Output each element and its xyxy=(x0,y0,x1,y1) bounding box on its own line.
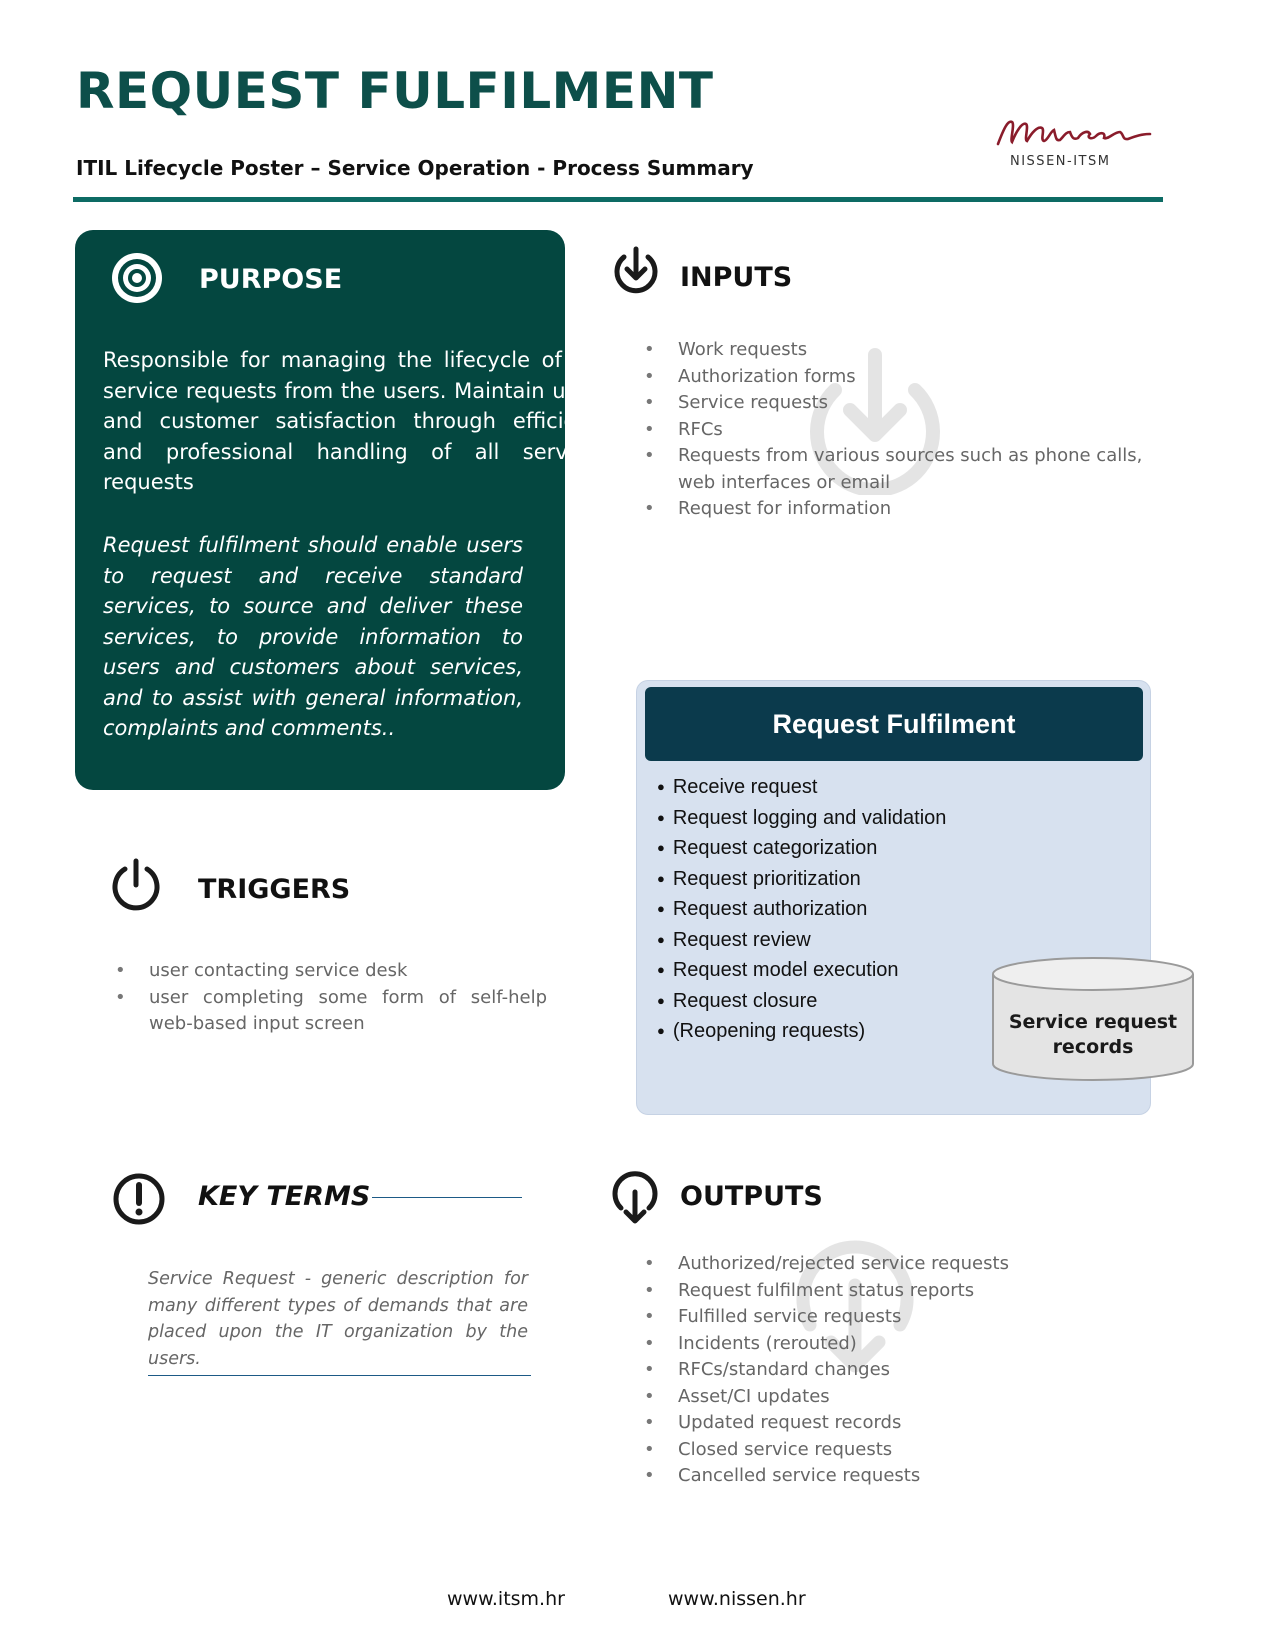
company-logo xyxy=(990,110,1160,170)
list-item: • Authorization forms xyxy=(640,364,1160,391)
outputs-heading: OUTPUTS xyxy=(680,1181,823,1212)
process-heading: Request Fulfilment xyxy=(645,687,1143,761)
process-step: ● Request authorization xyxy=(657,894,946,925)
triggers-list xyxy=(111,958,547,1038)
outputs-list xyxy=(640,1251,1160,1490)
purpose-panel xyxy=(75,230,598,790)
purpose-heading: PURPOSE xyxy=(199,264,343,295)
list-item: • Closed service requests xyxy=(640,1437,1160,1464)
process-step: ● (Reopening requests) xyxy=(657,1016,946,1047)
inputs-list xyxy=(640,337,1160,523)
purpose-description: Responsible for managing the lifecycle of all service requests from the users. Maintain user and customer satisfaction through efficient and professional handling of all service requests xyxy=(103,348,598,494)
target-icon xyxy=(108,249,166,307)
key-terms-divider xyxy=(372,1197,522,1198)
process-step: ● Request prioritization xyxy=(657,864,946,895)
inputs-heading: INPUTS xyxy=(680,262,793,293)
process-step: ● Request review xyxy=(657,925,946,956)
list-item: • Fulfilled service requests xyxy=(640,1304,1160,1331)
logo-signature xyxy=(990,110,1160,170)
triggers-heading: TRIGGERS xyxy=(198,874,351,905)
footer-link-nissen[interactable]: www.nissen.hr xyxy=(668,1588,806,1610)
process-step: ● Request logging and validation xyxy=(657,803,946,834)
process-step: ● Request closure xyxy=(657,986,946,1017)
svg-text:NISSEN-ITSM: NISSEN-ITSM xyxy=(1010,154,1111,169)
key-terms-divider xyxy=(148,1375,531,1376)
list-item: • Authorized/rejected service requests xyxy=(640,1251,1160,1278)
list-item: • Work requests xyxy=(640,337,1160,364)
download-arrow-icon xyxy=(610,245,662,297)
purpose-goal: Request fulfilment should enable users to request and receive standard services, to source and deliver these services, to provide information to users and customers about services, and to assist with general information, complaints and comments.. xyxy=(103,533,523,740)
process-step: ● Request model execution xyxy=(657,955,946,986)
list-item: • user completing some form of self-help web-based input screen xyxy=(111,985,547,1038)
process-steps xyxy=(657,772,946,1047)
list-item: • Updated request records xyxy=(640,1410,1160,1437)
list-item: • RFCs/standard changes xyxy=(640,1357,1160,1384)
key-terms-text: Service Request - generic description for many different types of demands that are placed upon the IT organization by the users. xyxy=(148,1269,528,1369)
footer-link-itsm[interactable]: www.itsm.hr xyxy=(447,1588,565,1610)
output-arrow-icon xyxy=(609,1170,661,1226)
datastore-label: Service request records xyxy=(1008,1011,1178,1058)
list-item: • RFCs xyxy=(640,417,1160,444)
process-step: ● Receive request xyxy=(657,772,946,803)
list-item: • Request for information xyxy=(640,496,1160,523)
header-divider xyxy=(73,197,1163,202)
list-item: • Request fulfilment status reports xyxy=(640,1278,1160,1305)
list-item: • user contacting service desk xyxy=(111,958,547,985)
list-item: • Cancelled service requests xyxy=(640,1463,1160,1490)
list-item: • Incidents (rerouted) xyxy=(640,1331,1160,1358)
list-item: • Asset/CI updates xyxy=(640,1384,1160,1411)
page-title: REQUEST FULFILMENT xyxy=(76,62,714,120)
exclamation-icon xyxy=(112,1172,166,1226)
list-item: • Requests from various sources such as phone calls, web interfaces or email xyxy=(640,443,1160,496)
power-icon xyxy=(108,857,164,913)
key-terms-heading: KEY TERMS xyxy=(198,1181,371,1212)
page-subtitle: ITIL Lifecycle Poster – Service Operation - Process Summary xyxy=(76,156,754,180)
process-step: ● Request categorization xyxy=(657,833,946,864)
list-item: • Service requests xyxy=(640,390,1160,417)
